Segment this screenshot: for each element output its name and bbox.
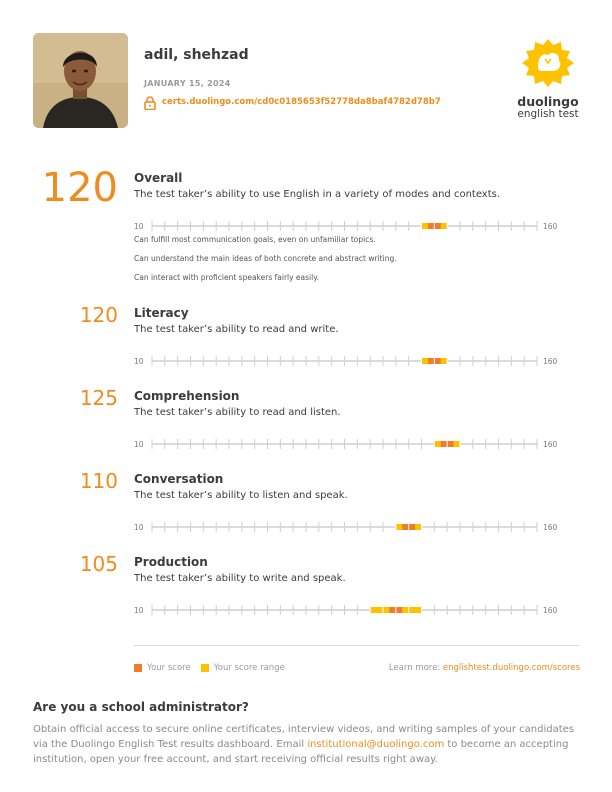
certificate-url-link[interactable]: certs.duolingo.com/cd0c0185653f52778da8baf4782d78b7: [162, 97, 441, 107]
legend-your-range: [201, 663, 285, 673]
profile-photo: [33, 33, 128, 128]
admin-heading: Are you a school administrator?: [33, 700, 249, 714]
divider: [134, 645, 580, 646]
overall-note: Can interact with proficient speakers fairly easily.: [134, 273, 319, 282]
section-description-literacy: The test taker’s ability to read and write.: [134, 324, 339, 335]
admin-body-text: Obtain official access to secure online certificates, interview videos, and writing samples of your candidates via the Duolingo English Test results dashboard. Email: [33, 724, 575, 750]
section-title-literacy: Literacy: [134, 306, 189, 320]
score-scale-svg: [134, 220, 580, 232]
scale-max-label: 160: [543, 357, 558, 366]
scale-max-label: 160: [543, 606, 558, 615]
production-score: 105: [79, 552, 118, 576]
scale-max-label: 160: [543, 440, 558, 449]
conversation-score: 110: [79, 469, 118, 493]
score-scale-literacy: [134, 355, 580, 367]
section-title-conversation: Conversation: [134, 472, 224, 486]
legend: [134, 662, 580, 674]
legend-your-score-label: Your score: [147, 663, 191, 673]
score-scale-overall: [134, 220, 580, 232]
section-description-overall: The test taker’s ability to use English in a variety of modes and contexts.: [134, 189, 501, 200]
score-range-swatch: [201, 664, 209, 672]
section-title-overall: Overall: [134, 171, 183, 185]
overall-score: 120: [41, 165, 118, 211]
logo-wordmark-english-test: english test: [517, 108, 579, 120]
section-description-conversation: The test taker’s ability to listen and speak.: [134, 490, 348, 501]
overall-note: Can understand the main ideas of both concrete and abstract writing.: [134, 254, 397, 263]
literacy-score: 120: [79, 303, 118, 327]
admin-body-text: to become an accepting institution, open your free account, and start receiving official results right away.: [33, 739, 569, 765]
legend-your-range-label: Your score range: [213, 663, 285, 673]
score-scale-svg: [134, 604, 580, 616]
scale-max-label: 160: [543, 222, 558, 231]
score-scale-svg: [134, 438, 580, 450]
your-score-swatch: [134, 664, 142, 672]
institutional-email-link[interactable]: institutional@duolingo.com: [307, 739, 445, 750]
section-title-production: Production: [134, 555, 208, 569]
score-scale-svg: [134, 355, 580, 367]
certificate-link-row[interactable]: [144, 95, 441, 109]
test-taker-name: adil, shehzad: [144, 47, 249, 63]
learn-more-prefix: Learn more:: [388, 663, 443, 673]
section-description-comprehension: The test taker’s ability to read and listen.: [134, 407, 341, 418]
overall-note: Can fulfill most communication goals, even on unfamiliar topics.: [134, 235, 376, 244]
test-date: JANUARY 15, 2024: [144, 79, 231, 88]
scale-min-label: 10: [134, 523, 144, 532]
section-title-comprehension: Comprehension: [134, 389, 240, 403]
legend-your-score: [134, 663, 191, 673]
duolingo-english-test-logo: [513, 37, 583, 123]
scale-min-label: 10: [134, 222, 144, 231]
scale-max-label: 160: [543, 523, 558, 532]
score-scale-comprehension: [134, 438, 580, 450]
learn-more-link[interactable]: englishtest.duolingo.com/scores: [442, 663, 580, 673]
comprehension-score: 125: [79, 386, 118, 410]
logo-wordmark-duolingo: duolingo: [517, 94, 579, 109]
learn-more: [389, 663, 580, 673]
duolingo-owl-icon: [520, 37, 576, 89]
score-scale-conversation: [134, 521, 580, 533]
scale-min-label: 10: [134, 440, 144, 449]
score-scale-svg: [134, 521, 580, 533]
scale-min-label: 10: [134, 357, 144, 366]
lock-icon: [144, 95, 156, 109]
scale-min-label: 10: [134, 606, 144, 615]
score-scale-production: [134, 604, 580, 616]
admin-paragraph: [33, 722, 583, 767]
section-description-production: The test taker’s ability to write and speak.: [134, 573, 346, 584]
